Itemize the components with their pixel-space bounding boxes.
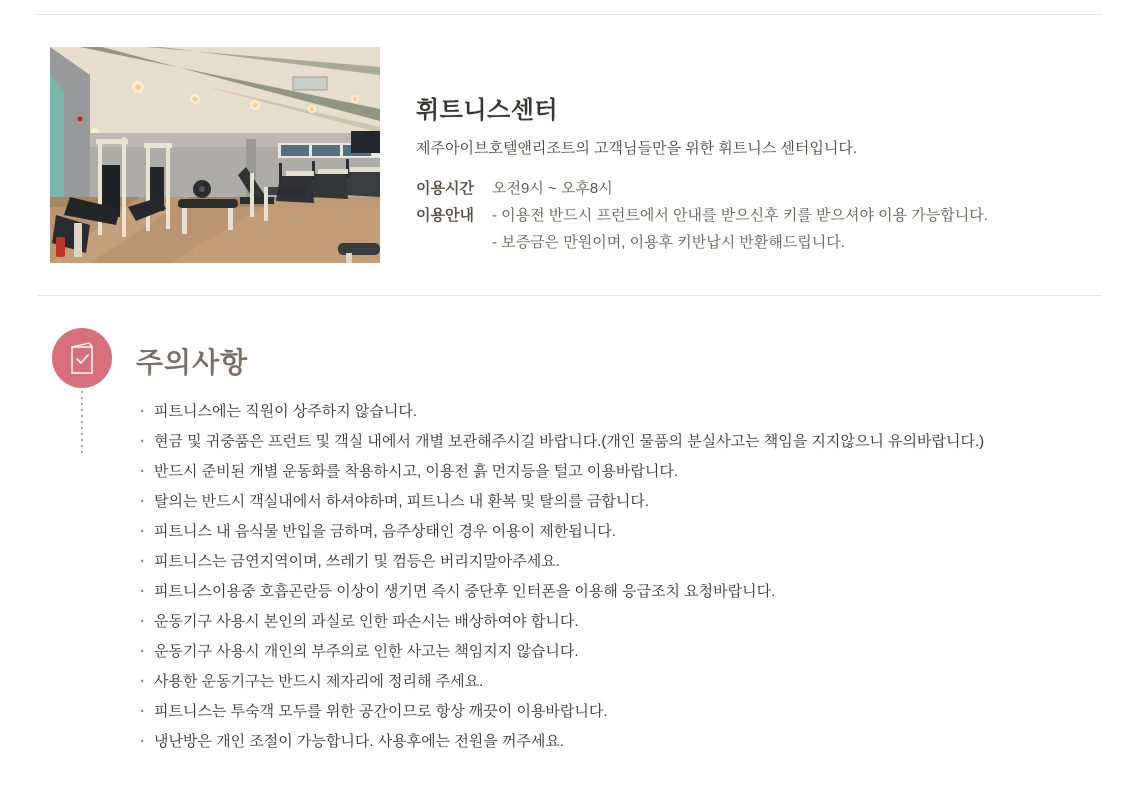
top-divider [36, 14, 1102, 15]
notice-item: · 냉난방은 개인 조절이 가능합니다. 사용후에는 전원을 꺼주세요. [138, 727, 1098, 757]
guide-line-1: - 이용전 반드시 프런트에서 안내를 받으신후 키를 받으셔야 이용 가능합니다. [492, 207, 988, 224]
clipboard-check-icon [65, 339, 99, 377]
notice-heading: 주의사항 [136, 347, 249, 378]
guide-lines [492, 202, 988, 256]
notice-item: · 현금 및 귀중품은 프런트 및 객실 내에서 개별 보관해주시길 바랍니다.(개인 물품의 분실사고는 책임을 지지않으니 유의바랍니다.) [138, 427, 1098, 457]
guide-label: 이용안내 [416, 207, 474, 224]
notice-item: · 피트니스는 금연지역이며, 쓰레기 및 껌등은 버리지말아주세요. [138, 547, 1098, 577]
notice-item: · 피트니스 내 음식물 반입을 금하며, 음주상태인 경우 이용이 제한됩니다. [138, 517, 1098, 547]
guide-row [416, 202, 988, 256]
hours-value: 오전9시 ~ 오후8시 [492, 180, 613, 197]
notice-item: · 피트니스이용중 호흡곤란등 이상이 생기면 즉시 중단후 인터폰을 이용해 응급조치 요청바랍니다. [138, 577, 1098, 607]
notice-item: · 피트니스에는 직원이 상주하지 않습니다. [138, 397, 1098, 427]
notice-badge [52, 328, 112, 388]
usage-info [416, 175, 988, 256]
section-divider [38, 295, 1102, 296]
dotted-connector [81, 391, 83, 455]
notice-item: · 피트니스는 투숙객 모두를 위한 공간이므로 항상 깨끗이 이용바랍니다. [138, 697, 1098, 727]
hours-row [416, 175, 988, 202]
notice-item: · 운동기구 사용시 본인의 과실로 인한 파손시는 배상하여야 합니다. [138, 607, 1098, 637]
notice-list [138, 397, 1098, 757]
hours-label: 이용시간 [416, 180, 474, 197]
page-title: 휘트니스센터 [416, 97, 559, 124]
notice-item: · 탈의는 반드시 객실내에서 하셔야하며, 피트니스 내 환복 및 탈의를 금합니다. [138, 487, 1098, 517]
fitness-description: 제주아이브호텔앤리조트의 고객님들만을 위한 휘트니스 센터입니다. [416, 140, 858, 157]
notice-item: · 사용한 운동기구는 반드시 제자리에 정리해 주세요. [138, 667, 1098, 697]
guide-line-2: - 보증금은 만원이며, 이용후 키반납시 반환해드립니다. [492, 234, 845, 251]
gym-interior-photo [50, 47, 380, 263]
notice-item: · 운동기구 사용시 개인의 부주의로 인한 사고는 책임지지 않습니다. [138, 637, 1098, 667]
notice-item: · 반드시 준비된 개별 운동화를 착용하시고, 이용전 흙 먼지등을 털고 이용바랍니다. [138, 457, 1098, 487]
